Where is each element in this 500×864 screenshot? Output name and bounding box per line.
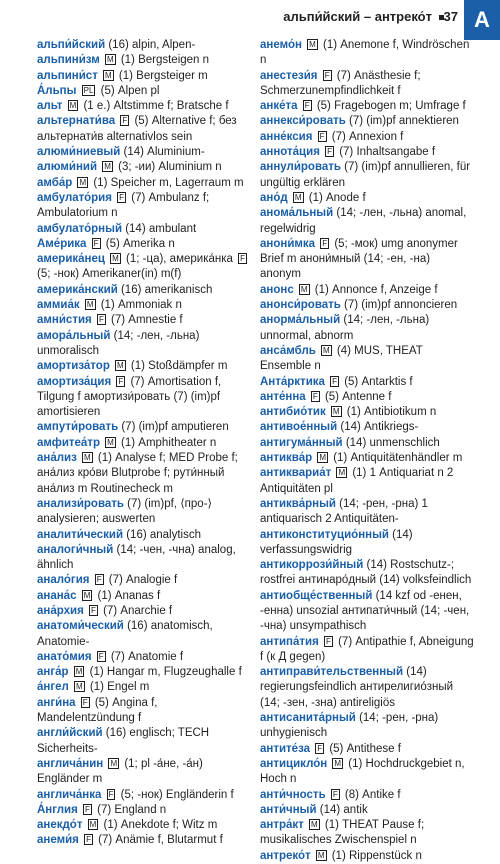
dictionary-entry [37,53,253,68]
dictionary-entry [37,451,253,497]
dictionary-entry [37,696,253,727]
gender-box: F [319,131,325,141]
headword: аммиа́к [37,299,80,312]
page-header [0,0,500,36]
definition: (3; -ии) Aluminium n [114,161,222,174]
gender-box: F [324,70,330,80]
gender-box: M [311,820,318,830]
headword: альпи́йский [37,39,106,51]
headword: амба́р [37,176,73,189]
dictionary-entry [260,528,474,559]
headword: анана́с [37,589,77,602]
headword: антисанита́рный [260,712,356,725]
definition: (1) Engel m [86,681,150,694]
dictionary-entry [260,589,474,635]
gender-box: F [93,238,99,248]
dictionary-entry [37,252,253,283]
dictionary-entry [260,145,474,160]
definition: (5; -нок) Engländerin f [117,788,234,801]
headword: анса́мбль [260,344,316,357]
headword: анонс [260,283,294,296]
definition: (14; -лен, -льна) unnormal, abnorm [260,314,430,342]
dictionary-entry [37,497,253,528]
headword: америка́нец [37,253,105,266]
dictionary-entry [260,742,474,757]
gender-box: M [104,162,111,172]
definition: (7) Anästhesie f; Schmerzunempfindlichkeit f [260,69,421,97]
definition: (14) ambulant [122,222,197,235]
headword: альт [37,100,63,113]
headword: аннекси́ровать [260,115,346,128]
gender-box: M [105,70,112,80]
dictionary-entry [37,573,253,588]
dictionary-entry [260,420,474,435]
definition: (1) 1 Antiquariat n 2 Antiquitäten pl [260,467,454,495]
dictionary-entry [37,788,253,803]
definition: (1) Bergsteigen n [117,54,210,67]
headword: амни́стия [37,314,92,327]
definition: (4) MUS, THEAT Ensemble n [260,344,423,373]
definition: (7) Ambulanz f; Ambulatorium n [37,191,210,220]
gender-box: F [332,789,338,799]
dictionary-entry [260,206,474,237]
headword: алюми́ниевый [37,146,121,159]
dictionary-entry [37,818,253,833]
gender-box: F [118,376,124,386]
definition: (7) Anatomie f [107,650,184,663]
dictionary-entry [37,329,253,360]
headword: анато́мия [37,650,92,663]
headword: антивое́нный [260,421,338,434]
definition: (16) englisch; TECH Sicherheits- [37,727,210,755]
definition: (7) England n [93,803,167,816]
gender-box: F [108,789,114,799]
definition: (1; -ца), америка́нка [122,253,237,266]
definition: (7) Amnestie f [107,314,183,327]
dictionary-entry [260,375,474,390]
gender-box: M [338,468,346,478]
definition: (14) unmenschlich [342,436,440,449]
gender-box: F [82,697,88,707]
definition: (7) Antipathie f, Abneigung f (к Д gegen) [260,635,474,663]
gender-box: F [327,147,332,157]
gender-box: F [96,575,102,585]
dictionary-entry [260,38,474,69]
definition: (5) Antarktis f [341,375,413,388]
headword: аналити́ческий [37,528,124,541]
gender-box: M [319,453,327,463]
definition: (1) Hangar m, Flugzeughalle f [86,666,242,679]
definition: (16) analytisch [123,528,202,541]
dictionary-entry [260,665,474,711]
headword: анти́чный [260,803,317,816]
right-column [260,38,474,864]
gender-box: F [98,651,104,661]
headword: анга́р [37,666,69,679]
definition: (7) Anarchie f [99,604,173,617]
dictionary-entry [260,390,474,405]
definition: (5) Fragebogen m; Umfrage f [313,100,466,113]
dictionary-entry [260,558,474,589]
headword: амора́льный [37,329,111,342]
dictionary-entry [260,497,474,528]
headword: англича́нка [37,788,102,801]
headword: анте́нна [260,390,306,403]
definition: (1) Anemone f, Windröschen n [260,39,470,67]
gender-box: M [69,101,77,111]
headword: Анта́рктика [260,375,325,388]
headword: альтернати́ва [37,115,116,128]
dictionary-entry [37,604,253,619]
dictionary-entry [37,298,253,313]
running-head: альпи́йский – антреко́т [283,9,432,24]
dictionary-entry [260,283,474,298]
dictionary-entry [260,130,474,145]
definition: (8) Antike f [341,788,401,801]
headword: англи́йский [37,727,103,740]
definition: (5; -мок) umg anonymer Brief m анони́мный (14; -ен, -на) anonym [260,237,458,281]
headword: ано́д [260,191,288,204]
dictionary-entry [260,191,474,206]
definition: (1) Speicher m, Lagerraum m [90,176,244,189]
gender-box: M [106,55,114,65]
dictionary-entry [260,298,474,313]
dictionary-entry [260,466,474,497]
dictionary-entry [37,222,253,237]
definition: (14; -лен, -льна) anomal, regelwidrig [260,207,467,235]
definition: (14) Antikriegs- [337,421,419,434]
headword: анке́та [260,100,298,113]
dictionary-entry [37,436,253,451]
dictionary-entry [37,833,253,848]
dictionary-entry [37,145,253,160]
definition: (1) Ananas f [94,589,161,602]
gender-box: PL [83,85,94,95]
dictionary-entry [37,803,253,818]
dictionary-entry [37,680,253,695]
dictionary-entry [37,359,253,374]
headword: амбулато́рия [37,191,112,204]
headword: антиправи́тельственный [260,666,404,679]
dictionary-entry [260,99,474,114]
headword: антигума́нный [260,436,343,449]
definition: (1) Antibiotikum n [343,406,437,419]
headword: амортиза́тор [37,360,110,373]
headword: анги́на [37,696,76,709]
gender-box: F [119,192,125,202]
headword: анестези́я [260,69,318,82]
dictionary-entry [260,788,474,803]
definition: (16) amerikanisch [117,283,213,296]
dictionary-entry [37,38,253,53]
gender-box: M [110,758,118,768]
gender-box: F [317,743,323,753]
page-number: 37 [443,9,458,24]
definition: (7) (im)pf amputieren [118,421,229,434]
headword: ампути́ровать [37,421,119,434]
dictionary-entry [260,313,474,344]
gender-box: M [332,407,340,417]
dictionary-entry [37,665,253,680]
dictionary-entry [37,375,253,421]
headword: анонси́ровать [260,299,341,312]
definition: (5) Antenne f [321,390,392,403]
gender-box: M [309,40,316,49]
gender-box: F [332,376,338,386]
gender-box: F [91,605,96,615]
headword: А́нглия [37,803,78,816]
definition: (7) Anämie f, Blutarmut f [94,834,223,847]
gender-box: F [322,238,328,248]
dictionary-entry [37,191,253,222]
headword: аннули́ровать [260,161,341,174]
definition: (14; -чен, -чна) analog, ähnlich [37,543,236,572]
headword: альпини́ст [37,69,98,82]
headword: алюми́ний [37,161,98,174]
dictionary-entry [37,619,253,650]
headword: англича́нин [37,757,104,770]
left-column [37,38,253,849]
gender-box: M [323,345,330,355]
gender-box: M [86,300,94,310]
dictionary-entry [37,528,253,543]
gender-box: M [107,437,114,447]
definition: (1) Bergsteiger m [115,69,208,82]
definition: (5) Alternative f; без альтернати́в alternativlos sein [37,115,237,143]
definition: (1) Hochdruckgebiet n, Hoch n [260,757,465,786]
headword: антиконституцио́нный [260,528,389,541]
headword: анома́льный [260,207,334,220]
dictionary-entry [260,344,474,375]
headword: аннота́ция [260,146,320,159]
definition: (7) (im)pf annektieren [345,115,459,128]
dictionary-entry [37,726,253,757]
definition: (14) verfassungswidrig [260,528,413,556]
gender-box: M [112,254,119,264]
dictionary-entry [260,451,474,466]
headword: анало́гия [37,574,90,587]
headword: амбулато́рный [37,222,123,235]
headword: ана́лиз [37,452,77,465]
definition: (1; pl -а́не, -а́н) Engländer m [37,757,203,786]
dictionary-entry [260,436,474,451]
dictionary-entry [260,818,474,849]
gender-box: M [117,361,124,371]
definition: (14) antik [316,803,368,816]
dictionary-entry [37,69,253,84]
headword: амортиза́ция [37,375,112,388]
gender-box: F [86,835,91,845]
headword: анеми́я [37,834,79,847]
gender-box: F [312,391,318,401]
headword: антицикло́н [260,757,328,770]
definition: (1) Antiquitätenhändler m [330,452,463,465]
definition: (14) Aluminium- [120,146,205,159]
definition: (14) regierungsfeindlich антирелигио́зный (14; -зен, -зна) antireligiös [260,666,454,709]
dictionary-entry [37,543,253,574]
headword: антиква́рный [260,497,336,510]
headword: амфитеа́тр [37,436,100,449]
definition: (1) Ammoniak n [97,299,182,312]
definition: (14 kzf od -енен, -енна) unsozial антипати́чный (14; -чен, -чна) unsympathisch [260,589,470,633]
definition: (5; -нок) Amerikaner(in) m(f) [37,268,182,281]
dictionary-entry [37,84,253,99]
headword: антикоррози́йный [260,559,364,572]
gender-box: F [98,315,104,325]
headword: анони́мка [260,237,316,250]
headword: анемо́н [260,39,302,51]
headword: анне́ксия [260,130,313,143]
dictionary-entry [37,757,253,788]
headword: антиква́р [260,452,313,465]
gender-box: M [334,758,342,768]
gender-box: M [84,453,91,463]
definition: (1) Annonce f, Anzeige f [311,283,438,296]
headword: ана́рхия [37,604,84,617]
definition: (14; -лен, -льна) unmoralisch [37,329,200,357]
gender-box: F [85,804,90,814]
definition: (7) Amortisation f, Tilgung f амортизи́ровать (7) (im)pf amortisieren [37,375,222,419]
dictionary-entry [260,711,474,742]
gender-box: M [83,590,91,600]
dictionary-entry [37,420,253,435]
dictionary-entry [260,114,474,129]
definition: (7) Analogie f [105,574,178,587]
headword: аналоги́чный [37,543,114,556]
headword: антибио́тик [260,406,326,419]
definition: (1) Amphitheater n [117,436,217,449]
headword: альпини́зм [37,54,100,67]
gender-box: M [89,820,97,830]
gender-box: F [240,254,245,264]
definition: (14; -рен, -рна) unhygienisch [260,712,439,740]
gender-box: M [294,192,302,202]
dictionary-entry [37,313,253,328]
definition: (16) anatomisch, Anatomie- [37,620,213,648]
definition: (7) (im)pf annoncieren [340,299,458,312]
definition: (1) Stoßdämpfer m [127,360,228,373]
headword: анатоми́ческий [37,620,124,633]
headword: анализи́ровать [37,497,124,510]
headword: анорма́льный [260,314,341,327]
dictionary-entry [37,114,253,145]
definition: (1) Analyse f; MED Probe f; ана́лиз кро́ви Blutprobe f; рути́нный ана́лиз m Routinecheck m [37,452,238,495]
headword: анти́чность [260,788,326,801]
dictionary-entry [37,283,253,298]
dictionary-entry [260,405,474,420]
dictionary-entry [37,589,253,604]
gender-box: M [76,682,83,692]
definition: (1 e.) Altstimme f; Bratsche f [80,100,229,113]
definition: (16) alpin, Alpen- [105,39,196,51]
definition: (14; -рен, -рна) 1 antiquarisch 2 Antiquitäten- [260,497,428,526]
dictionary-entry [37,160,253,175]
headword: анекдо́т [37,819,83,832]
headword: антра́кт [260,819,304,832]
dictionary-entry [260,803,474,818]
dictionary-entry [260,237,474,283]
dictionary-entry [260,849,474,864]
gender-box: M [75,667,83,677]
headword: антиквариа́т [260,467,332,480]
dictionary-entry [260,69,474,100]
dictionary-entry [37,99,253,114]
gender-box: M [300,284,308,294]
headword: антите́за [260,742,311,755]
dictionary-entry [260,635,474,666]
definition: (5) Alpen pl [97,84,160,97]
definition: (7) Inhaltsangabe f [336,146,436,159]
definition: (5) Angina f, Mandelentzündung f [37,696,158,725]
gender-box: M [317,850,325,860]
definition: (1) Rippenstück n [328,849,422,862]
definition: (5) Amerika n [102,237,175,250]
headword: Аме́рика [37,237,87,250]
gender-box: F [122,116,128,126]
definition: (7) Annexion f [328,130,404,143]
dictionary-entry [260,160,474,191]
definition: (1) THEAT Pause f; musikalisches Zwischenspiel n [260,819,425,847]
definition: (14) Rostschutz-; rostfrei антинаро́дный (14) volksfeindlich [260,559,472,587]
gender-box: F [326,636,331,646]
gender-box: M [79,177,87,187]
thumb-index-tab[interactable]: A [464,0,500,40]
dictionary-entry [37,176,253,191]
headword: а́нгел [37,681,69,694]
definition: (7) (im)pf, ⟨про-⟩ analysieren; auswerten [37,497,213,526]
definition: (1) Anekdote f; Witz m [100,819,218,832]
headword: антиобще́ственный [260,589,373,602]
headword: антреко́т [260,849,311,862]
headword: А́льпы [37,84,77,97]
dictionary-entry [37,237,253,252]
definition: (1) Anode f [305,191,366,204]
definition: (7) (im)pf annullieren, für ungültig erklären [260,161,471,189]
dictionary-entry [37,650,253,665]
definition: (5) Antithese f [326,742,401,755]
dictionary-entry [260,757,474,788]
gender-box: F [304,101,310,111]
headword: антипа́тия [260,635,319,648]
headword: америка́нский [37,283,118,296]
